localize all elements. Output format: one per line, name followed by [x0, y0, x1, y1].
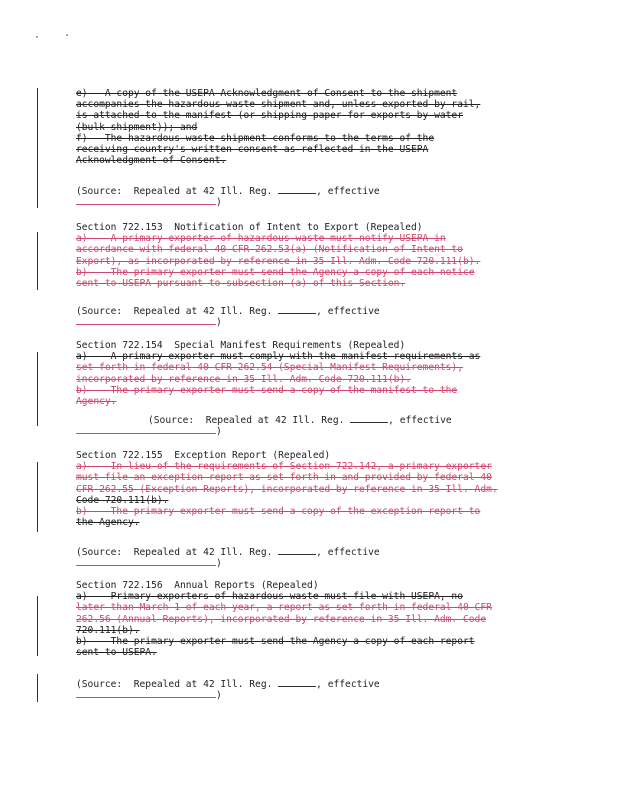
change-bar — [37, 674, 38, 702]
red-struck-text-line: incorporated by reference in 35 Ill. Adm. Code 720.111(b). — [76, 373, 412, 385]
scan-speck — [66, 34, 68, 36]
source-text: (Source: Repealed at 42 Ill. Reg. — [76, 679, 279, 690]
closing-paren: ) — [216, 558, 222, 570]
source-text: (Source: Repealed at 42 Ill. Reg. — [76, 306, 279, 317]
effective-text: , effective — [316, 306, 380, 317]
blank-line — [278, 184, 316, 194]
section-heading: Section 722.156 Annual Reports (Repealed) — [76, 580, 319, 591]
blank-line — [278, 304, 316, 314]
red-struck-text-line: b) The primary exporter must send a copy of the exception report to — [76, 505, 481, 517]
struck-text-line: a) A primary exporter must comply with the manifest requirements as — [76, 351, 481, 363]
red-struck-text-line: 262.56 (Annual Reports), incorporated by reference in 35 Ill. Adm. Code — [76, 613, 487, 625]
section-heading: Section 722.154 Special Manifest Requirements (Repealed) — [76, 340, 406, 351]
section-heading: Section 722.155 Exception Report (Repealed) — [76, 450, 331, 461]
red-struck-text-line: b) The primary exporter must send a copy of the manifest to the — [76, 384, 458, 396]
effective-date-blank — [76, 424, 216, 434]
section-block — [76, 340, 531, 407]
struck-text-line: f) The hazardous waste shipment conforms to the terms of the — [76, 132, 435, 144]
red-struck-text-line: a) A primary exporter of hazardous waste must notify USEPA in — [76, 233, 446, 245]
source-note — [76, 304, 531, 329]
red-struck-text-line: a) In lieu of the requirements of Section 722.142, a primary exporter — [76, 461, 492, 473]
struck-text-line: receiving country's written consent as reflected in the USEPA — [76, 143, 429, 155]
effective-date-blank — [76, 315, 216, 325]
red-struck-text-line: sent to USEPA pursuant to subsection (a) of this Section. — [76, 277, 406, 289]
source-note — [76, 413, 531, 438]
section-block — [76, 222, 531, 289]
source-note — [76, 677, 531, 702]
red-struck-text-line: accordance with federal 40 CFR 262.53(a) (Notification of Intent to — [76, 244, 463, 256]
effective-text: , effective — [388, 415, 452, 426]
section-block — [76, 450, 531, 528]
struck-text-line: sent to USEPA. — [76, 647, 157, 659]
struck-text-line: the Agency. — [76, 517, 140, 529]
red-struck-text-line: later than March 1 of each year, a report as set forth in federal 40 CFR — [76, 602, 492, 614]
section-block — [76, 88, 531, 166]
closing-paren: ) — [216, 426, 222, 438]
effective-text: , effective — [316, 547, 380, 558]
closing-paren: ) — [216, 197, 222, 209]
struck-text-line: a) Primary exporters of hazardous waste must file with USEPA, no — [76, 591, 463, 603]
red-struck-text-line: Export), as incorporated by reference in 35 Ill. Adm. Code 720.111(b). — [76, 255, 481, 267]
blank-line — [278, 677, 316, 687]
source-text: (Source: Repealed at 42 Ill. Reg. — [148, 415, 351, 426]
source-text: (Source: Repealed at 42 Ill. Reg. — [76, 547, 279, 558]
red-struck-text-line: Agency. — [76, 395, 117, 407]
section-heading: Section 722.153 Notification of Intent to Export (Repealed) — [76, 222, 423, 233]
effective-date-blank — [76, 195, 216, 205]
scan-speck — [36, 36, 38, 38]
blank-line — [350, 413, 388, 423]
struck-text-line: b) The primary exporter must send the Agency a copy of each report — [76, 635, 475, 647]
source-text: (Source: Repealed at 42 Ill. Reg. — [76, 186, 279, 197]
red-struck-text-line: b) The primary exporter must send the Agency a copy of each notice — [76, 266, 475, 278]
effective-date-blank — [76, 688, 216, 698]
change-bar — [37, 232, 38, 290]
closing-paren: ) — [216, 317, 222, 329]
source-note — [76, 184, 531, 209]
struck-text-line: Acknowledgment of Consent. — [76, 155, 227, 167]
effective-date-blank — [76, 556, 216, 566]
effective-text: , effective — [316, 186, 380, 197]
blank-line — [278, 545, 316, 555]
change-bar — [37, 462, 38, 532]
section-block — [76, 580, 531, 658]
struck-text-line: (bulk shipment)); and — [76, 121, 198, 133]
red-struck-text-line: CFR 262.55 (Exception Reports), incorporated by reference in 35 Ill. Adm. — [76, 483, 498, 495]
red-struck-text-line: set forth in federal 40 CFR 262.54 (Special Manifest Requirements), — [76, 362, 463, 374]
struck-text-line: e) A copy of the USEPA Acknowledgment of Consent to the shipment — [76, 88, 458, 99]
red-struck-text-line: must file an exception report as set forth in and provided by federal 40 — [76, 472, 492, 484]
struck-text-line: 720.111(b). — [76, 624, 140, 636]
change-bar — [37, 88, 38, 208]
effective-text: , effective — [316, 679, 380, 690]
source-note — [76, 545, 531, 570]
struck-text-line: accompanies the hazardous waste shipment and, unless exported by rail, — [76, 99, 481, 111]
change-bar — [37, 352, 38, 426]
change-bar — [37, 596, 38, 656]
struck-text-line: Code 720.111(b). — [76, 494, 169, 506]
struck-text-line: is attached to the manifest (or shipping paper for exports by water — [76, 110, 463, 122]
closing-paren: ) — [216, 690, 222, 702]
